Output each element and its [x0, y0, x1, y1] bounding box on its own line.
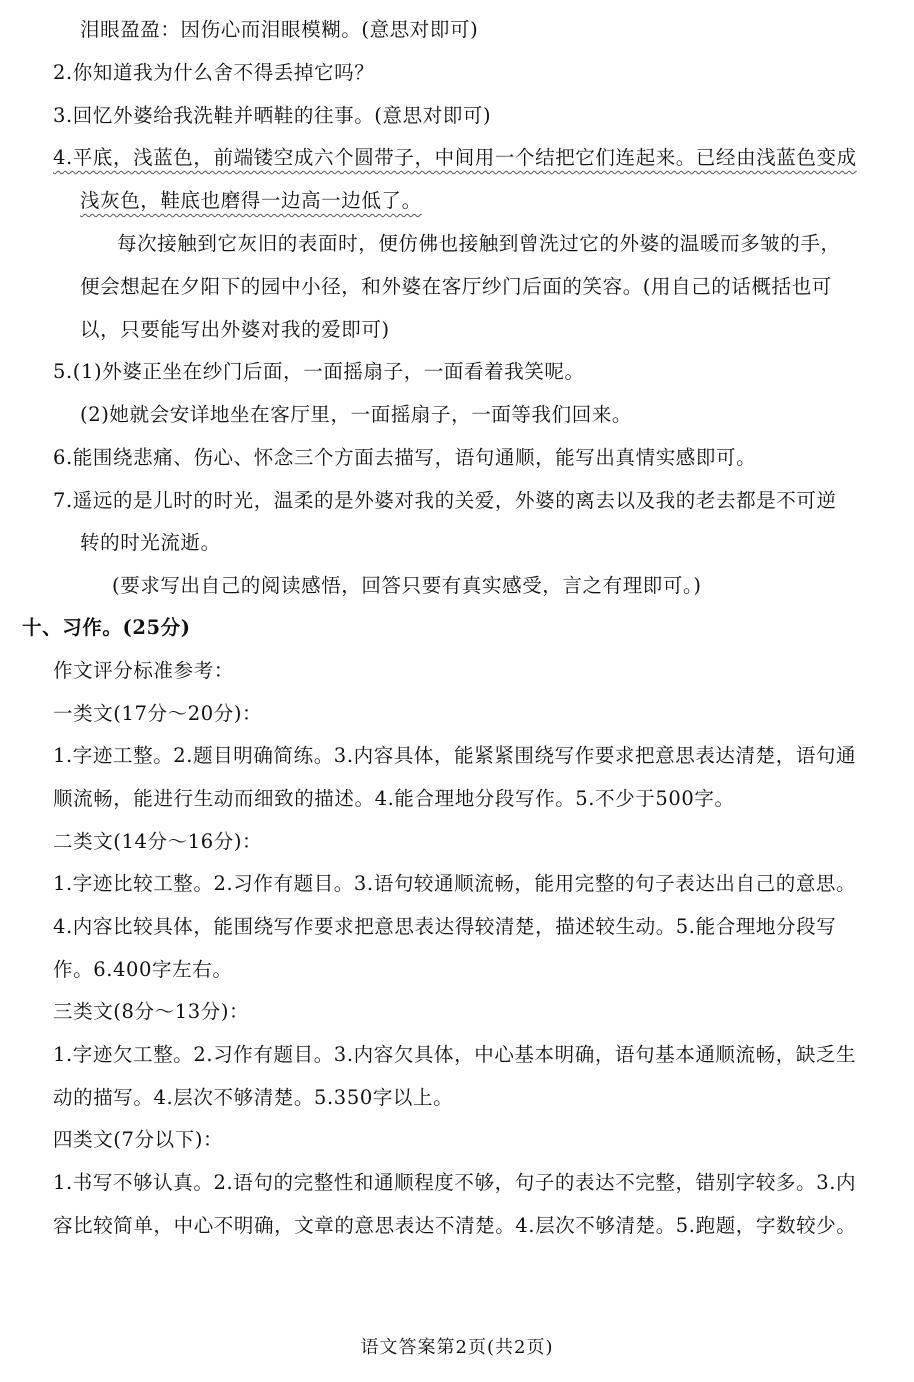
- text-line: 1.字迹欠工整。2.习作有题目。3.内容欠具体，中心基本明确，语句基本通顺流畅，缺乏生: [53, 1043, 857, 1066]
- text-line: (2)她就会安详地坐在客厅里，一面摇扇子，一面等我们回来。: [80, 403, 633, 426]
- text-line: (要求写出自己的阅读感悟，回答只要有真实感受，言之有理即可。): [112, 574, 702, 597]
- text-line: 泪眼盈盈：因伤心而泪眼模糊。(意思对即可): [80, 18, 479, 41]
- text-line: 5.(1)外婆正坐在纱门后面，一面摇扇子，一面看着我笑呢。: [53, 360, 585, 383]
- text-line: 3.回忆外婆给我洗鞋并晒鞋的往事。(意思对即可): [53, 104, 492, 127]
- grade-heading: 二类文(14分～16分)：: [53, 830, 263, 853]
- section-heading: 十、习作。(25分): [22, 616, 191, 639]
- text-line: 7.遥远的是儿时的时光，温柔的是外婆对我的关爱，外婆的离去以及我的老去都是不可逆: [53, 489, 837, 512]
- underlined-answer-line: 4.平底，浅蓝色，前端镂空成六个圆带子，中间用一个结把它们连起来。已经由浅蓝色变成: [53, 146, 857, 169]
- text-line: 2.你知道我为什么舍不得丢掉它吗？: [53, 61, 375, 84]
- text-line: 6.能围绕悲痛、伤心、怀念三个方面去描写，语句通顺，能写出真情实感即可。: [53, 446, 757, 469]
- text-line: 便会想起在夕阳下的园中小径，和外婆在客厅纱门后面的笑容。(用自己的话概括也可: [80, 275, 832, 298]
- text-line: 1.书写不够认真。2.语句的完整性和通顺程度不够，句子的表达不完整，错别字较多。3.内: [53, 1171, 857, 1194]
- text-line: 以，只要能写出外婆对我的爱即可): [80, 318, 390, 341]
- text-line: 作文评分标准参考：: [53, 659, 234, 682]
- grade-heading: 三类文(8分～13分)：: [53, 1000, 250, 1023]
- text-line: 1.字迹比较工整。2.习作有题目。3.语句较通顺流畅，能用完整的句子表达出自己的意思。: [53, 872, 857, 895]
- text-line: 每次接触到它灰旧的表面时，便仿佛也接触到曾洗过它的外婆的温暖而多皱的手，: [117, 232, 841, 255]
- text-line: 转的时光流逝。: [80, 531, 221, 554]
- text-line: 4.内容比较具体，能围绕写作要求把意思表达得较清楚，描述较生动。5.能合理地分段写: [53, 915, 837, 938]
- text-line: 容比较简单，中心不明确，文章的意思表达不清楚。4.层次不够清楚。5.跑题，字数较少。: [53, 1214, 857, 1237]
- page-footer: 语文答案第2页(共2页): [360, 1337, 554, 1358]
- underlined-answer-line: 浅灰色，鞋底也磨得一边高一边低了。: [80, 189, 422, 212]
- text-line: 顺流畅，能进行生动而细致的描述。4.能合理地分段写作。5.不少于500字。: [53, 787, 735, 810]
- grade-heading: 四类文(7分以下)：: [53, 1128, 224, 1151]
- grade-heading: 一类文(17分～20分)：: [53, 702, 263, 725]
- text-line: 动的描写。4.层次不够清楚。5.350字以上。: [53, 1086, 454, 1109]
- text-line: 作。6.400字左右。: [53, 958, 233, 981]
- text-line: 1.字迹工整。2.题目明确简练。3.内容具体，能紧紧围绕写作要求把意思表达清楚，语句通: [53, 744, 857, 767]
